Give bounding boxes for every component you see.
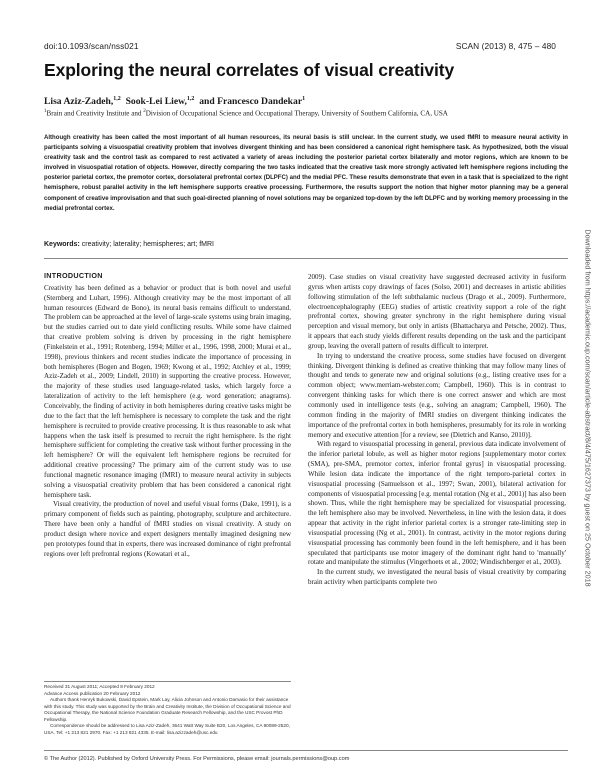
section-heading: INTRODUCTION bbox=[44, 271, 103, 280]
paragraph: Creativity has been defined as a behavior or product that is both novel and useful (Sternberg and Luhart, 1996). Although creativity may be the most important of all human resources (Edward de Bono), its neural basis remains difficult to understand. The problem can be approached at the level of large-scale systems using brain imaging, but the studies carried out to date yield conflicting results. While some have claimed that creative problem solving is driven by processing in the right hemisphere (Finkelstein et al., 1991; Rotenberg, 1994; Miller et al., 1996, 1998, 2000; Murai et al., 1998), previous thinkers and recent studies indicate the importance of processing in both hemispheres (Bogen and Bogen, 1969; Kwong et al., 1992; Atchley et al., 1999; Aziz-Zadeh et al., 2009; Lindell, 2010) in supporting the creative process. However, the majority of these studies used language-related tasks, which largely force a lateralization of activity to the left hemisphere (e.g. word generation; anagrams). Conceivably, the finding of activity in both hemispheres during creative tasks might be due to the fact that the left hemisphere is necessary to complete the task and the right hemisphere is recruited to provide creative processing. It is thus reasonable to ask what happens when the task itself is presumed to recruit the right hemisphere. Is the right hemisphere sufficient for completing the creative task without further processing in the left hemisphere? Or will the equivalent left hemisphere regions be recruited for additional creative processing? The primary aim of the current study was to use functional magnetic resonance imaging (fMRI) to measure neural activity in subjects solving a visuospatial creativity problem that has been considered a canonical right hemisphere task. bbox=[44, 283, 291, 499]
keywords-text: creativity; laterality; hemispheres; art; fMRI bbox=[79, 241, 215, 248]
affiliation-text: Brain and Creativity Institute and bbox=[46, 109, 144, 118]
download-watermark bbox=[582, 178, 594, 638]
affiliation-text: Division of Occupational Science and Occupational Therapy, University of Southern California, CA, USA bbox=[145, 109, 448, 118]
paragraph: Visual creativity, the production of novel and useful visual forms (Dake, 1991), is a primary component of fields such as painting, photography, sculpture and architecture. There have been only a handful of fMRI studies on visual creativity. A study on product design where novice and expert designers mentally imagined designing new pen prototypes found that in experts, there was increased dominance of right prefrontal regions over left prefrontal regions (Kowatari et al., bbox=[44, 500, 291, 558]
download-watermark-text: Downloaded from https://academic.oup.com/scan/article-abstract/8/4/475/1627373 by guest on 25 October 2018 bbox=[583, 229, 593, 587]
right-column bbox=[308, 273, 566, 588]
keywords bbox=[44, 241, 214, 248]
section-divider bbox=[44, 258, 568, 259]
author-affil-marker: 1,2 bbox=[113, 96, 121, 102]
keywords-label: Keywords: bbox=[44, 241, 80, 248]
footnotes bbox=[44, 684, 291, 736]
paragraph: 2009). Case studies on visual creativity have suggested decreased activity in fusiform gyrus when artists copy drawings of faces (Solso, 2001) and decreases in artistic abilities following stimulation of the left subthalamic nucleus (Drago et al., 2009). Furthermore, electroencephalography (EEG) studies of artistic creativity support a role of the right prefrontal cortex, showing greater synchrony in the right hemisphere during visual perception and visual memory, but only in artists (Bhattacharya and Petsche, 2002). Thus, it appears that each study yields different results depending on the task and the participant group, leaving the overall pattern of results difficult to interpret. bbox=[308, 273, 566, 350]
paragraph: In trying to understand the creative process, some studies have focused on divergent thinking. Divergent thinking is defined as creative thinking that may follow many lines of thought and tends to generate new and original solutions (e.g., listing creative uses for a common object; www.merriam-webster.com; Campbell, 1960). This is in contrast to convergent thinking tasks for which there is one correct answer and which are most commonly used in intelligence tests (e.g., solving an anagram; Campbell, 1960). The common finding in the majority of fMRI studies on divergent thinking indicates the importance of the prefrontal cortex in both hemispheres, presumably for its role in working memory and executive attention [for a review, see (Dietrich and Kanso, 2010)]. bbox=[308, 351, 566, 439]
footnote-divider bbox=[44, 681, 291, 682]
author-affil-marker: 1,2 bbox=[186, 96, 195, 102]
acknowledgements: Authors thank Henryk Bukowski, David Epstein, Mark Lay, Alicia Johnson and Antonio Damasio for their assistance with this study. This study was supported by the Brain and Creativity Institute, the Division of Occupational Science and Occupational Therapy, the National Science Foundation Graduate Research Fellowship, and the USC Provost PhD Fellowship. bbox=[44, 697, 291, 722]
affil-marker: 1 bbox=[44, 109, 47, 114]
copyright-notice: © The Author (2012). Published by Oxford University Press. For Permissions, please email: journals.permissions@oup.com bbox=[44, 756, 350, 762]
footer-divider bbox=[44, 750, 568, 751]
advance-access: Advance Access publication 20 February 2012 bbox=[44, 690, 141, 696]
author-name: Lisa Aziz-Zadeh, bbox=[44, 96, 114, 108]
journal-citation: SCAN (2013) 8, 475 – 480 bbox=[455, 41, 556, 51]
author-list bbox=[44, 96, 305, 107]
author-name: Sook-Lei Liew, bbox=[125, 96, 187, 108]
doi-label: doi:10.1093/scan/nss021 bbox=[44, 41, 139, 51]
left-column bbox=[44, 271, 291, 559]
affiliation bbox=[44, 109, 564, 117]
author-conjunction: and bbox=[199, 96, 215, 108]
article-title: Exploring the neural correlates of visual creativity bbox=[44, 60, 455, 80]
author-affil-marker: 1 bbox=[302, 96, 306, 102]
paragraph: In the current study, we investigated the neural basis of visual creativity by comparing brain activity when participants complete two bbox=[308, 568, 566, 587]
paragraph: With regard to visuospatial processing in general, previous data indicate involvement of the inferior parietal lobule, as well as higher motor regions [supplementary motor cortex (SMA), pre-SMA, premotor cortex, inferior frontal gyrus] in visuospatial processing. While lesion data indicate the importance of the right temporo-parietal cortex in visuospatial processing (Samuelsson et al., 1997; Swan, 2001), bilateral activation for components of visuospatial processing [e.g. mental rotation (Ng et al., 2001)] has also been shown. Thus, while the right hemisphere may be specialized for visuospatial processing, the left hemisphere also may be involved. Nevertheless, in line with the lesion data, it does appear that activity in the right inferior parietal cortex is a stronger rate-limiting step in visuospatial processing (Ng et al., 2001). In contrast, activity in the motor regions during visuospatial processing has commonly been found in the left hemisphere, and it has been speculated that participants use motor imagery of the dominant right hand to 'manually' rotate and manipulate the stimulus (Vingerhoets et al., 2002; Windischberger et al., 2003). bbox=[308, 440, 566, 567]
correspondence: Correspondence should be addressed to Lisa Aziz-Zadeh, 3641 Watt Way Suite B20, Los Angeles, CA 90089-2520, USA. Tel: +1 213 821 2970. Fax: +1 213 821 4335. E-mail: lisa.azizzadeh@usc.edu bbox=[44, 723, 290, 735]
author-name: Francesco Dandekar bbox=[217, 96, 303, 108]
received-date: Received 31 August 2011; Accepted 8 February 2012 bbox=[44, 684, 155, 689]
abstract: Although creativity has been called the most important of all human resources, its neural basis is still unclear. In the current study, we used fMRI to measure neural activity in participants solving a visuospatial creativity problem that involves divergent thinking and has been considered a canonical right hemisphere task. As hypothesized, both the visual creativity task and the control task as compared to rest activated a variety of areas including the posterior parietal cortex bilaterally and motor regions, which are known to be involved in visuospatial rotation of objects. However, directly comparing the two tasks indicated that the creative task more strongly activated left hemisphere regions including the posterior parietal cortex, the premotor cortex, dorsolateral prefrontal cortex (DLPFC) and the medial PFC. These results demonstrate that even in a task that is specialized to the right hemisphere, robust parallel activity in the left hemisphere supports creative processing. Furthermore, the results support the notion that higher motor planning may be a general component of creative improvisation and that such goal-directed planning of novel solutions may be organized top-down by the left DLPFC and by working memory processing in the medial prefrontal cortex. bbox=[44, 135, 568, 212]
affil-marker: 2 bbox=[143, 109, 146, 114]
